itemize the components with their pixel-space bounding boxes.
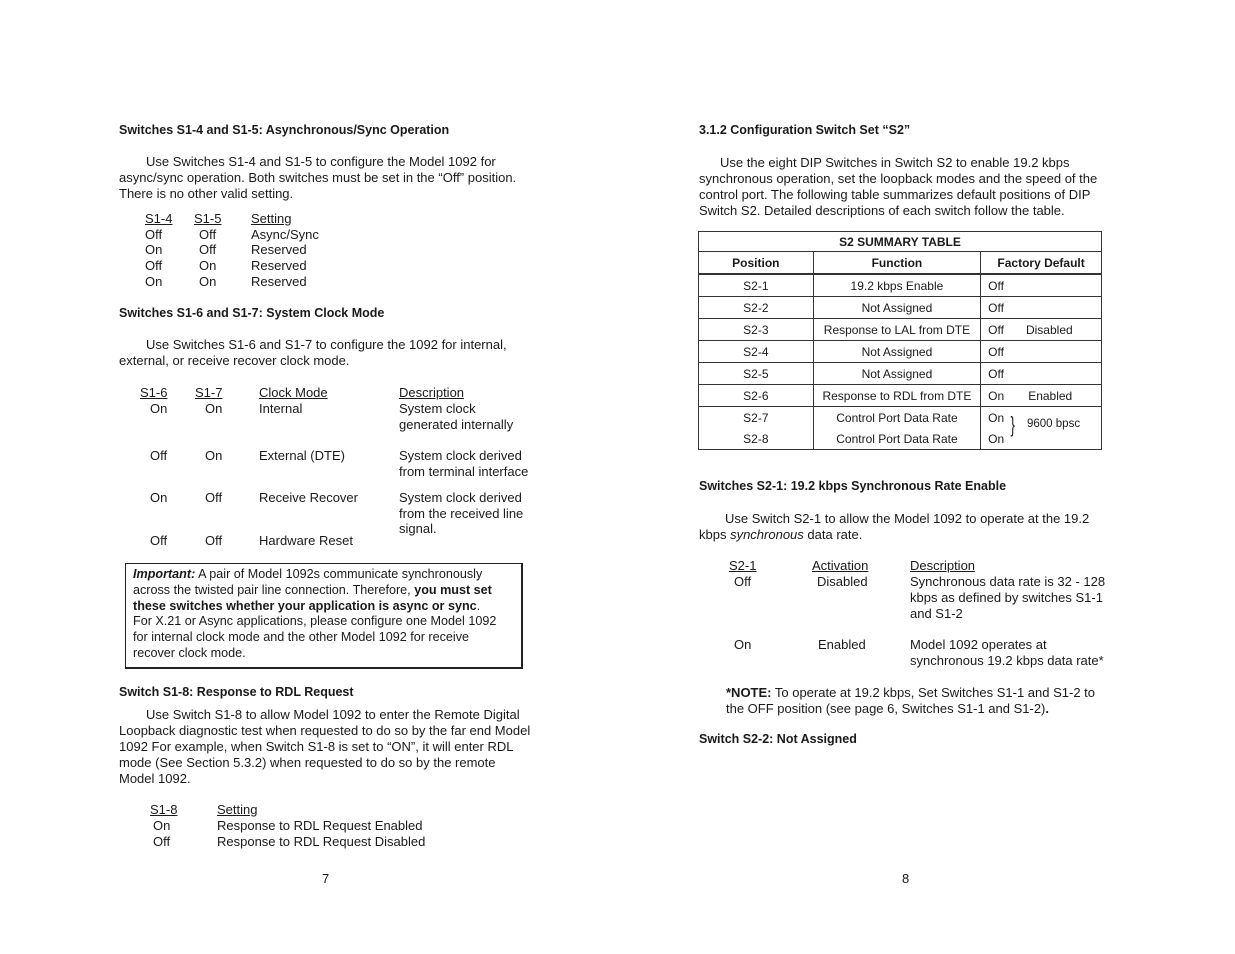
col-header-position: Position (699, 252, 814, 275)
important-text: for internal clock mode and the other Model 1092 for receive (133, 630, 470, 645)
table-cell: 19.2 kbps Enable (813, 274, 980, 297)
para-line: Use Switch S2-1 to allow the Model 1092 to operate at the 19.2 (725, 511, 1090, 526)
table-cell: S2-7 (699, 407, 814, 429)
heading-s2-2: Switch S2-2: Not Assigned (699, 732, 857, 746)
table-cell: Internal (259, 401, 303, 416)
table-cell: On (150, 490, 168, 505)
desc-line: System clock derived (399, 448, 522, 463)
default-value: Off (988, 322, 1004, 337)
para-text: data rate. (803, 527, 863, 542)
table-cell: Async/Sync (251, 227, 319, 242)
desc-line: from terminal interface (399, 464, 529, 479)
col-header-s1-5: S1-5 (194, 211, 222, 226)
note-end: . (1045, 701, 1050, 716)
para-line: control port. The following table summarizes default positions of DIP (699, 187, 1091, 202)
table-cell: On (145, 274, 163, 289)
table-cell: Disabled (817, 574, 868, 589)
heading-s2-1: Switches S2-1: 19.2 kbps Synchronous Rate Enable (699, 479, 1007, 493)
important-text: recover clock mode. (133, 645, 246, 660)
table-cell: On (145, 242, 163, 257)
default-value: On (988, 388, 1005, 403)
table-cell: On (199, 274, 217, 289)
col-header-s1-4: S1-4 (145, 211, 173, 226)
para-line: There is no other valid setting. (119, 186, 294, 201)
para-line: synchronous operation, set the loopback modes and the speed of the (699, 171, 1098, 186)
table-cell: Reserved (251, 242, 307, 257)
table-cell: On (205, 401, 223, 416)
default-value: Off (988, 300, 1004, 315)
table-cell: Not Assigned (813, 363, 980, 385)
table-cell (981, 274, 1102, 297)
table-cell: On (734, 637, 752, 652)
desc-line: kbps as defined by switches S1-1 (910, 590, 1103, 605)
col-header-factory-default: Factory Default (981, 252, 1102, 275)
important-text: . (476, 598, 481, 613)
heading-3-1-2: 3.1.2 Configuration Switch Set “S2” (699, 123, 911, 137)
col-header-description: Description (399, 385, 465, 400)
default-value: Off (988, 366, 1004, 381)
important-text: A pair of Model 1092s communicate synchronously (195, 567, 483, 581)
table-cell-desc (399, 401, 513, 433)
col-header-clock-mode: Clock Mode (259, 385, 328, 400)
default-value: On (988, 431, 1005, 446)
paragraph-s1-6 (119, 337, 539, 369)
table-cell: S2-6 (699, 385, 814, 407)
para-line: Model 1092. (119, 771, 191, 786)
table-cell-desc (399, 490, 523, 537)
table-cell: Hardware Reset (259, 533, 353, 548)
page-number-left: 7 (322, 871, 330, 886)
para-line: 1092 For example, when Switch S1-8 is set to “ON”, it will enter RDL (119, 739, 514, 754)
para-line: Use Switch S1-8 to allow Model 1092 to enter the Remote Digital (146, 707, 520, 722)
table-row (699, 274, 1102, 297)
desc-line: generated internally (399, 417, 514, 432)
para-line: async/sync operation. Both switches must be set in the “Off” position. (119, 170, 517, 185)
table-cell: Reserved (251, 274, 307, 289)
important-bold: these switches whether your application is async or sync (133, 598, 477, 613)
table-cell: Off (199, 242, 217, 257)
desc-line: Model 1092 operates at (910, 637, 1047, 652)
table-cell: S2-8 (699, 428, 814, 450)
table-cell: Response to RDL from DTE (813, 385, 980, 407)
table-row (699, 319, 1102, 341)
table-cell: Reserved (251, 258, 307, 273)
table-cell: S2-2 (699, 297, 814, 319)
table-cell: On (153, 818, 171, 833)
important-label: Important: (133, 567, 196, 581)
table-cell: Off (205, 533, 223, 548)
para-text: kbps (699, 527, 731, 542)
table-row (699, 385, 1102, 407)
col-header-s1-6: S1-6 (140, 385, 168, 400)
table-cell-desc (910, 574, 1105, 622)
table-cell: Off (153, 834, 171, 849)
table-cell: Off (150, 448, 168, 463)
table-cell (981, 341, 1102, 363)
table-cell: On (199, 258, 217, 273)
paragraph-s1-8 (119, 707, 544, 787)
table-cell: Off (734, 574, 752, 589)
table-cell (981, 319, 1102, 341)
table-cell-desc (910, 637, 1104, 669)
table-cell (981, 428, 1102, 450)
para-italic: synchronous (730, 527, 804, 542)
table-cell: Not Assigned (813, 341, 980, 363)
default-value: On (988, 410, 1005, 425)
table-cell: S2-1 (699, 274, 814, 297)
table-cell: Off (205, 490, 223, 505)
table-cell (981, 363, 1102, 385)
brace-icon: } (1010, 412, 1015, 437)
important-bold: you must set (414, 582, 492, 597)
default-extra: Disabled (1025, 322, 1073, 337)
desc-line: signal. (399, 521, 437, 536)
important-text: For X.21 or Async applications, please configure one Model 1092 (133, 614, 497, 629)
important-note (133, 567, 521, 662)
table-cell: Not Assigned (813, 297, 980, 319)
table-cell: Response to RDL Request Enabled (217, 818, 423, 833)
table-row (699, 363, 1102, 385)
table-cell: On (205, 448, 223, 463)
para-line: mode (See Section 5.3.2) when requested to do so by the remote (119, 755, 496, 770)
table-cell (981, 297, 1102, 319)
default-value: Off (988, 344, 1004, 359)
table-cell: Control Port Data Rate (813, 407, 980, 429)
table-row (699, 297, 1102, 319)
default-value: Off (988, 278, 1004, 293)
table-cell: On (150, 401, 168, 416)
desc-line: synchronous 19.2 kbps data rate* (910, 653, 1104, 668)
table-cell: Response to LAL from DTE (813, 319, 980, 341)
paragraph-3-1-2 (699, 155, 1119, 219)
table-cell-desc (399, 448, 528, 480)
table-cell: External (DTE) (259, 448, 345, 463)
table-cell (981, 385, 1102, 407)
table-cell: S2-3 (699, 319, 814, 341)
note-label: *NOTE: (726, 685, 772, 700)
table-title: S2 SUMMARY TABLE (699, 232, 1102, 252)
important-text: across the twisted pair line connection. Therefore, (133, 582, 415, 597)
table-row (699, 428, 1102, 450)
page-number-right: 8 (902, 871, 910, 886)
desc-line: from the received line (399, 506, 524, 521)
heading-s1-4-s1-5: Switches S1-4 and S1-5: Asynchronous/Sync Operation (119, 123, 450, 137)
default-extra: Enabled (1028, 388, 1073, 403)
table-cell: Control Port Data Rate (813, 428, 980, 450)
col-header-setting: Setting (217, 802, 258, 817)
desc-line: System clock derived (399, 490, 522, 505)
table-cell: Off (150, 533, 168, 548)
desc-line: and S1-2 (910, 606, 963, 621)
table-cell: Receive Recover (259, 490, 358, 505)
col-header-function: Function (813, 252, 980, 275)
col-header-s2-1: S2-1 (729, 558, 757, 573)
para-line: Loopback diagnostic test when requested to do so by the far end Model (119, 723, 531, 738)
paragraph-s2-1 (699, 511, 1119, 543)
table-cell: Enabled (818, 637, 866, 652)
table-cell: S2-5 (699, 363, 814, 385)
para-line: external, or receive recover clock mode. (119, 353, 350, 368)
heading-s1-8: Switch S1-8: Response to RDL Request (119, 685, 354, 699)
table-cell: Off (199, 227, 217, 242)
desc-line: System clock (399, 401, 476, 416)
para-line: Use Switches S1-4 and S1-5 to configure the Model 1092 for (146, 154, 496, 169)
note-block (726, 685, 1116, 717)
para-line: Use Switches S1-6 and S1-7 to configure the 1092 for internal, (146, 337, 507, 352)
table-cell: S2-4 (699, 341, 814, 363)
heading-s1-6-s1-7: Switches S1-6 and S1-7: System Clock Mode (119, 306, 385, 320)
note-text: the OFF position (see page 6, Switches S1-1 and S1-2) (726, 701, 1046, 716)
col-header-setting: Setting (251, 211, 292, 226)
brace-note: 9600 bpsc (1027, 418, 1081, 430)
table-row (699, 341, 1102, 363)
table-cell: Off (145, 258, 163, 273)
note-text: To operate at 19.2 kbps, Set Switches S1-1 and S1-2 to (771, 685, 1096, 700)
para-line: Use the eight DIP Switches in Switch S2 to enable 19.2 kbps (720, 155, 1070, 170)
para-line: Switch S2. Detailed descriptions of each switch follow the table. (699, 203, 1065, 218)
col-header-activation: Activation (812, 558, 869, 573)
paragraph-s1-4 (119, 154, 539, 202)
col-header-s1-8: S1-8 (150, 802, 178, 817)
desc-line: Synchronous data rate is 32 - 128 (910, 574, 1106, 589)
col-header-description: Description (910, 558, 976, 573)
col-header-s1-7: S1-7 (195, 385, 223, 400)
table-cell: Response to RDL Request Disabled (217, 834, 426, 849)
table-cell: Off (145, 227, 163, 242)
